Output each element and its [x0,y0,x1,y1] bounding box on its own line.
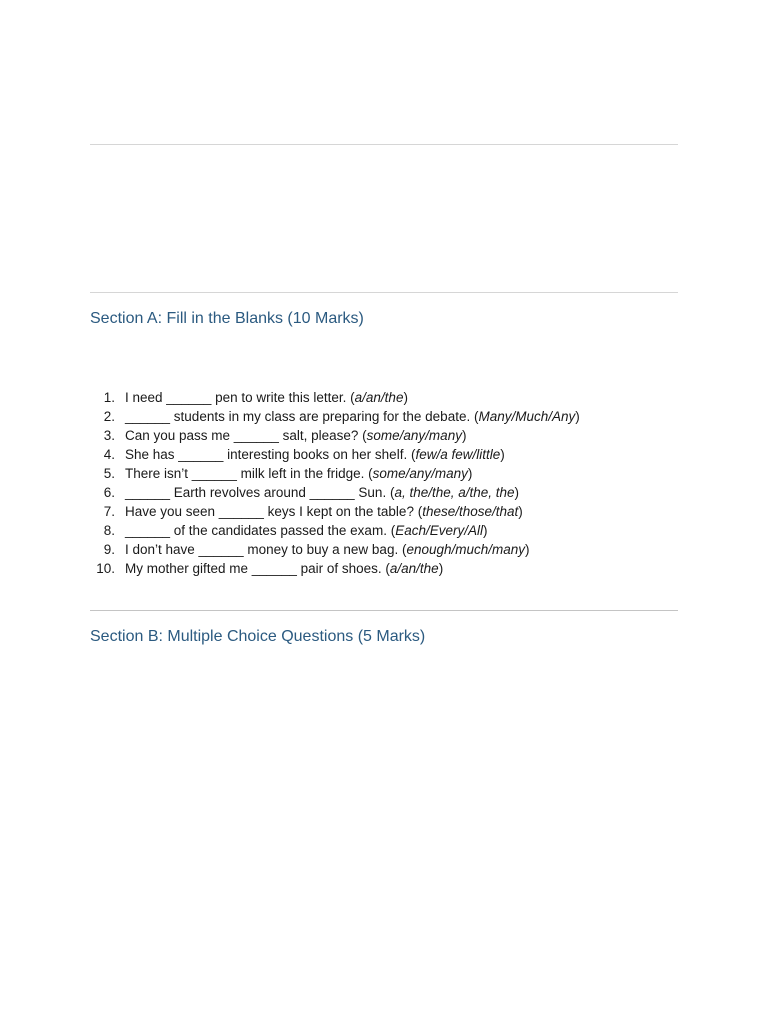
question-options: some/any/many [366,428,462,443]
question-item [90,445,690,464]
question-options: Many/Much/Any [478,409,576,424]
question-text: Can you pass me ______ salt, please? (some/any/many) [125,428,467,443]
question-number: 8. [103,523,115,538]
question-number: 2. [103,409,115,424]
question-options: Each/Every/All [395,523,483,538]
question-text: She has ______ interesting books on her shelf. (few/a few/little) [125,447,505,462]
question-options: these/those/that [422,504,519,519]
question-text: I don’t have ______ money to buy a new bag. (enough/much/many) [125,542,530,557]
question-text: ______ students in my class are preparing for the debate. (Many/Much/Any) [125,409,580,424]
question-item [90,559,690,578]
question-item [90,426,690,445]
question-number: 7. [103,504,115,519]
question-text: I need ______ pen to write this letter. (a/an/the) [125,390,408,405]
question-number: 5. [103,466,115,481]
question-text: Have you seen ______ keys I kept on the table? (these/those/that) [125,504,523,519]
question-number: 3. [103,428,115,443]
question-text: There isn’t ______ milk left in the fridge. (some/any/many) [125,466,473,481]
question-number: 4. [103,447,115,462]
question-item [90,540,690,559]
question-number: 10. [96,561,115,576]
divider-top [90,144,678,145]
question-item [90,388,690,407]
section-a-heading: Section A: Fill in the Blanks (10 Marks) [90,310,364,327]
question-text: ______ of the candidates passed the exam. (Each/Every/All) [125,523,488,538]
question-options: few/a few/little [415,447,501,462]
question-number: 6. [103,485,115,500]
section-a-question-list [90,388,690,578]
question-options: a/an/the [389,561,439,576]
section-b-heading: Section B: Multiple Choice Questions (5 Marks) [90,628,426,645]
question-number: 9. [103,542,115,557]
divider-section-a [90,292,678,293]
question-options: enough/much/many [406,542,526,557]
question-options: a, the/the, a/the, the [394,485,515,500]
question-item [90,502,690,521]
question-options: a/an/the [354,390,404,405]
question-item [90,483,690,502]
divider-section-b [90,610,678,611]
question-item [90,464,690,483]
question-options: some/any/many [372,466,468,481]
question-text: My mother gifted me ______ pair of shoes. (a/an/the) [125,561,444,576]
question-number: 1. [103,390,115,405]
question-item [90,407,690,426]
question-item [90,521,690,540]
question-text: ______ Earth revolves around ______ Sun. (a, the/the, a/the, the) [125,485,520,500]
